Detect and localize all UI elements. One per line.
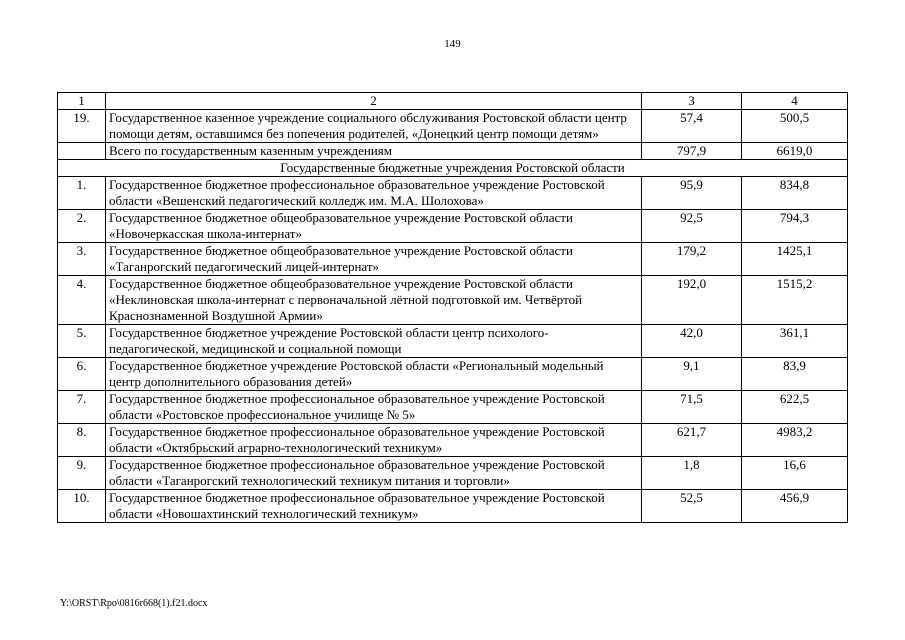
value-col4: 834,8 bbox=[742, 177, 848, 210]
table-row bbox=[58, 424, 848, 457]
header-cell-4: 4 bbox=[742, 93, 848, 110]
value-col3: 179,2 bbox=[642, 243, 742, 276]
value-col4: 6619,0 bbox=[742, 143, 848, 160]
row-number bbox=[58, 143, 106, 160]
value-col4: 1425,1 bbox=[742, 243, 848, 276]
table-row bbox=[58, 177, 848, 210]
table-row bbox=[58, 243, 848, 276]
file-path-footer: Y:\ORST\Rpo\0816r668(1).f21.docx bbox=[60, 598, 208, 609]
value-col4: 1515,2 bbox=[742, 276, 848, 325]
table-header-row bbox=[58, 93, 848, 110]
institution-name: Государственное бюджетное профессиональное образовательное учреждение Ростовской области «Вешенский педагогический колледж им. М.А. Шолохова» bbox=[106, 177, 642, 210]
value-col3: 52,5 bbox=[642, 490, 742, 523]
row-number: 5. bbox=[58, 325, 106, 358]
table-row bbox=[58, 110, 848, 143]
table-row bbox=[58, 457, 848, 490]
row-number: 8. bbox=[58, 424, 106, 457]
institution-name: Государственное бюджетное учреждение Ростовской области «Региональный модельный центр дополнительного образования детей» bbox=[106, 358, 642, 391]
value-col4: 16,6 bbox=[742, 457, 848, 490]
table-row bbox=[58, 276, 848, 325]
table-row bbox=[58, 358, 848, 391]
header-cell-3: 3 bbox=[642, 93, 742, 110]
header-cell-1: 1 bbox=[58, 93, 106, 110]
institutions-table bbox=[57, 92, 848, 523]
value-col4: 456,9 bbox=[742, 490, 848, 523]
value-col4: 622,5 bbox=[742, 391, 848, 424]
value-col4: 361,1 bbox=[742, 325, 848, 358]
table-row bbox=[58, 210, 848, 243]
institution-name: Государственное бюджетное профессиональное образовательное учреждение Ростовской области «Таганрогский технологический техникум питания и торговли» bbox=[106, 457, 642, 490]
institution-name: Государственное бюджетное профессиональное образовательное учреждение Ростовской области «Ростовское профессиональное училище № 5» bbox=[106, 391, 642, 424]
section-row bbox=[58, 160, 848, 177]
header-cell-2: 2 bbox=[106, 93, 642, 110]
table-row bbox=[58, 490, 848, 523]
row-number: 3. bbox=[58, 243, 106, 276]
table-row bbox=[58, 325, 848, 358]
institution-name: Государственное бюджетное общеобразовательное учреждение Ростовской области «Таганрогский педагогический лицей-интернат» bbox=[106, 243, 642, 276]
row-number: 6. bbox=[58, 358, 106, 391]
row-number: 1. bbox=[58, 177, 106, 210]
row-number: 2. bbox=[58, 210, 106, 243]
row-number: 10. bbox=[58, 490, 106, 523]
value-col3: 621,7 bbox=[642, 424, 742, 457]
value-col3: 9,1 bbox=[642, 358, 742, 391]
value-col4: 794,3 bbox=[742, 210, 848, 243]
value-col3: 42,0 bbox=[642, 325, 742, 358]
value-col3: 192,0 bbox=[642, 276, 742, 325]
total-row bbox=[58, 143, 848, 160]
institution-name: Государственное бюджетное общеобразовательное учреждение Ростовской области «Новочеркасская школа-интернат» bbox=[106, 210, 642, 243]
total-label: Всего по государственным казенным учреждениям bbox=[106, 143, 642, 160]
value-col4: 83,9 bbox=[742, 358, 848, 391]
institution-name: Государственное бюджетное общеобразовательное учреждение Ростовской области «Неклиновская школа-интернат с первоначальной лётной подготовкой им. Четвёртой Краснознаменной Воздушной Армии» bbox=[106, 276, 642, 325]
row-number: 19. bbox=[58, 110, 106, 143]
row-number: 9. bbox=[58, 457, 106, 490]
row-number: 4. bbox=[58, 276, 106, 325]
page-number: 149 bbox=[444, 38, 461, 50]
institution-name: Государственное бюджетное профессиональное образовательное учреждение Ростовской области «Октябрьский аграрно-технологический техникум» bbox=[106, 424, 642, 457]
row-number: 7. bbox=[58, 391, 106, 424]
value-col3: 92,5 bbox=[642, 210, 742, 243]
institution-name: Государственное бюджетное профессиональное образовательное учреждение Ростовской области «Новошахтинский технологический техникум» bbox=[106, 490, 642, 523]
value-col3: 71,5 bbox=[642, 391, 742, 424]
value-col3: 797,9 bbox=[642, 143, 742, 160]
value-col3: 1,8 bbox=[642, 457, 742, 490]
institution-name: Государственное бюджетное учреждение Ростовской области центр психолого-педагогической, медицинской и социальной помощи bbox=[106, 325, 642, 358]
institution-name: Государственное казенное учреждение социального обслуживания Ростовской области центр помощи детям, оставшимся без попечения родителей, «Донецкий центр помощи детям» bbox=[106, 110, 642, 143]
value-col4: 4983,2 bbox=[742, 424, 848, 457]
table-row bbox=[58, 391, 848, 424]
value-col4: 500,5 bbox=[742, 110, 848, 143]
section-title: Государственные бюджетные учреждения Ростовской области bbox=[58, 160, 848, 177]
value-col3: 57,4 bbox=[642, 110, 742, 143]
value-col3: 95,9 bbox=[642, 177, 742, 210]
